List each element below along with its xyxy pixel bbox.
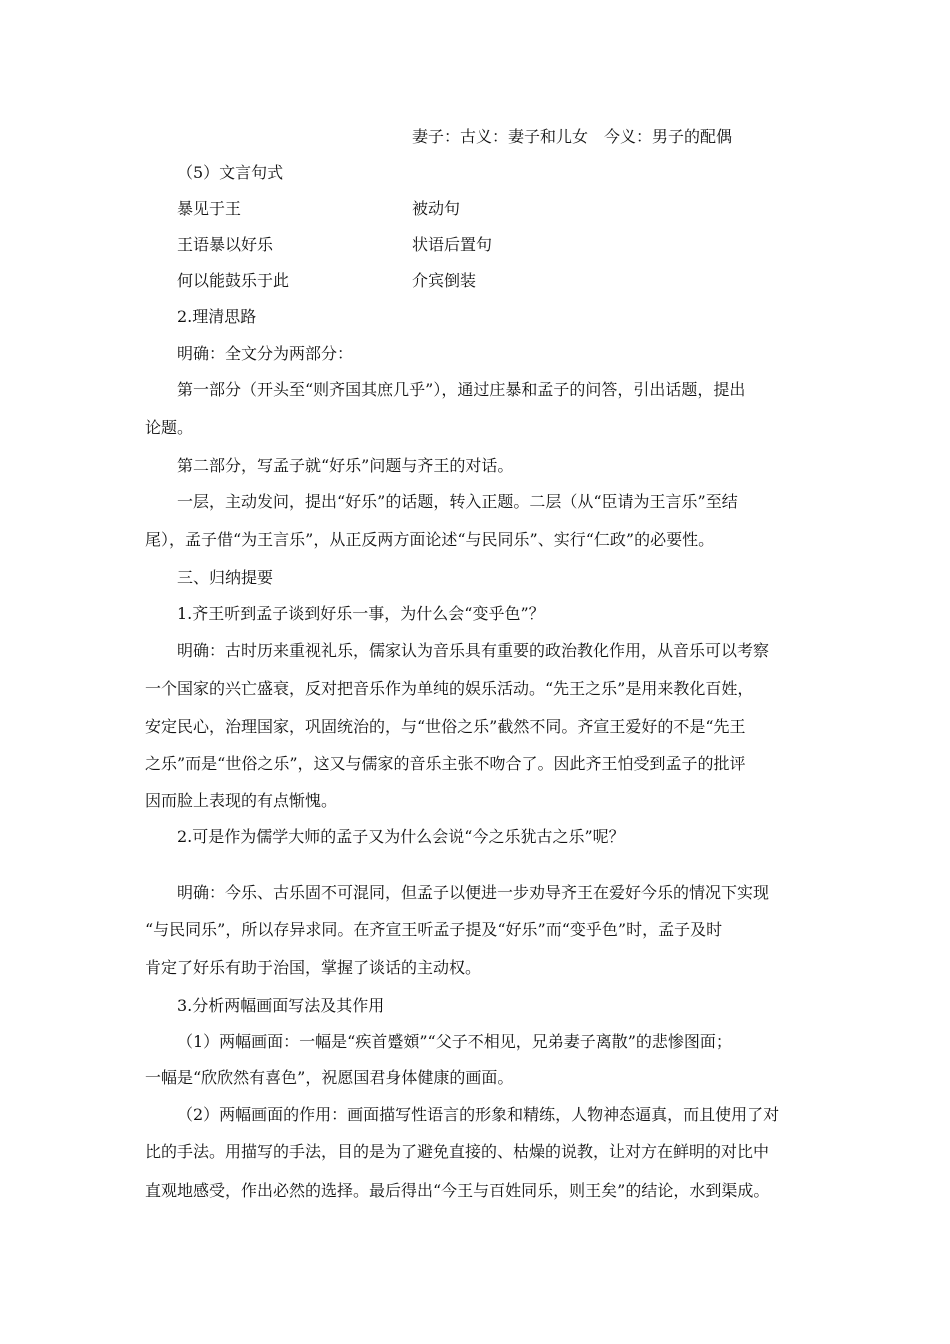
sentence-type: 介宾倒装 [412,271,477,290]
paragraph-line: （1）两幅画面：一幅是“疾首蹙頞”“父子不相见，兄弟妻子离散”的悲惨图面； [177,1032,732,1051]
paragraph-line: 之乐”而是“世俗之乐”，这又与儒家的音乐主张不吻合了。因此齐王怕受到孟子的批评 [145,754,746,773]
paragraph-line: （2）两幅画面的作用：画面描写性语言的形象和精练，人物神态逼真，而且使用了对 [177,1105,780,1124]
heading-2: 2.理清思路 [177,307,257,326]
question-1: 1.齐王听到孟子谈到好乐一事，为什么会“变乎色”？ [177,604,545,623]
paragraph-line: 肯定了好乐有助于治国，掌握了谈话的主动权。 [145,958,482,977]
paragraph-line: 一幅是“欣欣然有喜色”，祝愿国君身体健康的画面。 [145,1068,514,1087]
paragraph-line: 因而脸上表现的有点惭愧。 [145,791,338,810]
sentence-text: 王语暴以好乐 [177,235,274,254]
paragraph-line: 明确：古时历来重视礼乐，儒家认为音乐具有重要的政治教化作用，从音乐可以考察 [177,641,770,660]
sentence-type: 状语后置句 [412,235,493,254]
question-3: 3.分析两幅画面写法及其作用 [177,996,385,1015]
paragraph-line: 一层，主动发问，提出“好乐”的话题，转入正题。二层（从“臣请为王言乐”至结 [177,492,738,511]
paragraph-line: 明确：今乐、古乐固不可混同，但孟子以便进一步劝导齐王在爱好今乐的情况下实现 [177,883,770,902]
vocab-line: 妻子：古义：妻子和儿女 今义：男子的配偶 [412,127,733,146]
paragraph-line: 第一部分（开头至“则齐国其庶几乎”），通过庄暴和孟子的问答，引出话题，提出 [177,380,746,399]
paragraph-line: “与民同乐”，所以存异求同。在齐宣王听孟子提及“好乐”而“变乎色”时，孟子及时 [145,920,723,939]
paragraph-line: 第二部分，写孟子就“好乐”问题与齐王的对话。 [177,456,514,475]
sentence-text: 暴见于王 [177,199,242,218]
paragraph-line: 尾），孟子借“为王言乐”，从正反两方面论述“与民同乐”、实行“仁政”的必要性。 [145,530,715,549]
sentence-text: 何以能鼓乐于此 [177,271,290,290]
paragraph-line: 直观地感受，作出必然的选择。最后得出“今王与百姓同乐，则王矣”的结论，水到渠成。 [145,1181,770,1200]
paragraph-line: 安定民心，治理国家，巩固统治的，与“世俗之乐”截然不同。齐宣王爱好的不是“先王 [145,717,746,736]
paragraph-line: 明确：全文分为两部分： [177,344,354,363]
section-5-title: （5）文言句式 [177,163,284,182]
heading-3: 三、归纳提要 [177,568,274,587]
question-2: 2.可是作为儒学大师的孟子又为什么会说“今之乐犹古之乐”呢？ [177,827,625,846]
sentence-type: 被动句 [412,199,461,218]
paragraph-line: 比的手法。用描写的手法，目的是为了避免直接的、枯燥的说教，让对方在鲜明的对比中 [145,1142,770,1161]
paragraph-line: 论题。 [145,418,194,437]
paragraph-line: 一个国家的兴亡盛衰，反对把音乐作为单纯的娱乐活动。“先王之乐”是用来教化百姓， [145,679,754,698]
